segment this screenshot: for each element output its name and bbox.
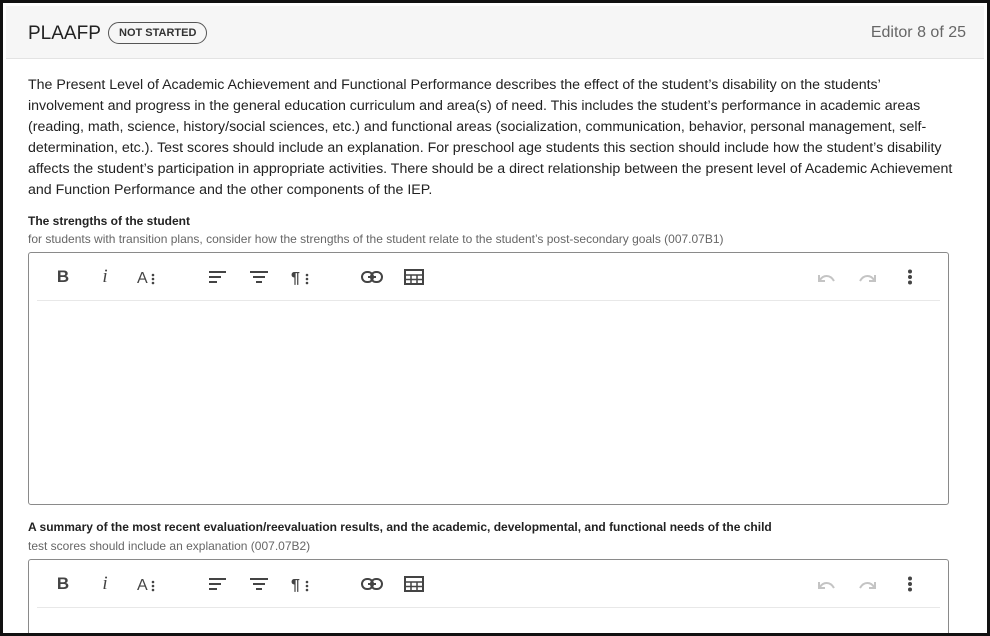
font-size-icon[interactable]: [134, 265, 160, 289]
editor-toolbar: [37, 560, 940, 608]
redo-icon[interactable]: [855, 572, 881, 596]
strengths-hint: for students with transition plans, consider how the strengths of the student relate to the student’s post-secondary goals (007.07B1): [28, 232, 724, 246]
link-icon[interactable]: [359, 265, 385, 289]
align-center-icon[interactable]: [246, 265, 272, 289]
table-icon[interactable]: [401, 265, 427, 289]
redo-icon[interactable]: [855, 265, 881, 289]
strengths-editor[interactable]: [28, 252, 949, 505]
editor-content-area[interactable]: [41, 313, 936, 494]
evaluation-summary-label: A summary of the most recent evaluation/reevaluation results, and the academic, developmental, and functional needs of the child: [28, 520, 772, 534]
bold-button[interactable]: B: [56, 574, 70, 593]
svg-text:¶: ¶: [291, 577, 300, 593]
paragraph-icon[interactable]: [288, 572, 314, 596]
undo-icon[interactable]: [813, 265, 839, 289]
editor-count: Editor 8 of 25: [870, 24, 966, 41]
bold-button[interactable]: B: [56, 267, 70, 286]
page-header: [6, 6, 984, 59]
italic-button[interactable]: i: [102, 266, 108, 287]
paragraph-icon[interactable]: [288, 265, 314, 289]
align-left-icon[interactable]: [205, 572, 231, 596]
more-vertical-icon[interactable]: [897, 265, 923, 289]
italic-button[interactable]: i: [102, 573, 108, 594]
section-description: The Present Level of Academic Achievement and Functional Performance describes the effect of the student’s disability on the students’ involvement and progress in the general education curriculum and area(s) of need. This includes the student’s performance in academic areas (reading, math, science, history/social sciences, etc.) and functional areas (socialization, communication, behavior, personal management, self-determination, etc.). Test scores should include an explanation. For preschool age students this section should include how the student’s disability affects the student’s participation in appropriate activities. There should be a direct relationship between the present level of Academic Achievement and Function Performance and the other components of the IEP.: [28, 77, 953, 198]
align-center-icon[interactable]: [246, 572, 272, 596]
evaluation-summary-hint: test scores should include an explanation (007.07B2): [28, 539, 311, 553]
link-icon[interactable]: [359, 572, 385, 596]
evaluation-summary-editor[interactable]: [28, 559, 949, 636]
table-icon[interactable]: [401, 572, 427, 596]
strengths-label: The strengths of the student: [28, 214, 190, 228]
undo-icon[interactable]: [813, 572, 839, 596]
svg-text:A: A: [137, 577, 148, 593]
svg-text:¶: ¶: [291, 270, 300, 286]
editor-content-area[interactable]: [41, 620, 936, 636]
svg-text:A: A: [137, 270, 148, 286]
align-left-icon[interactable]: [205, 265, 231, 289]
font-size-icon[interactable]: [134, 572, 160, 596]
status-badge: NOT STARTED: [108, 22, 207, 44]
more-vertical-icon[interactable]: [897, 572, 923, 596]
page-title: PLAAFP: [28, 23, 101, 44]
editor-toolbar: [37, 253, 940, 301]
